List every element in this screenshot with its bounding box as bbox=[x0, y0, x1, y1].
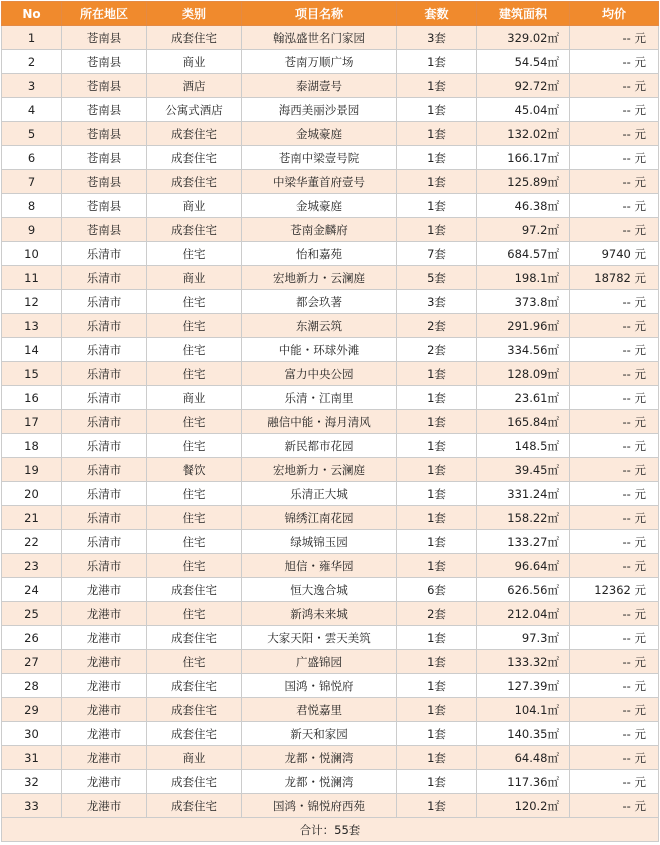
table-row bbox=[2, 602, 659, 626]
cell-no: 22 bbox=[2, 530, 62, 554]
cell-region: 乐清市 bbox=[62, 506, 147, 530]
cell-price: 12362 元 bbox=[570, 578, 659, 602]
cell-category: 餐饮 bbox=[147, 458, 242, 482]
cell-price: -- 元 bbox=[570, 554, 659, 578]
cell-no: 3 bbox=[2, 74, 62, 98]
cell-category: 住宅 bbox=[147, 650, 242, 674]
cell-region: 乐清市 bbox=[62, 482, 147, 506]
cell-region: 龙港市 bbox=[62, 770, 147, 794]
cell-price: 18782 元 bbox=[570, 266, 659, 290]
cell-price: -- 元 bbox=[570, 410, 659, 434]
cell-category: 成套住宅 bbox=[147, 626, 242, 650]
cell-category: 成套住宅 bbox=[147, 722, 242, 746]
cell-units: 1套 bbox=[397, 698, 477, 722]
cell-units: 1套 bbox=[397, 146, 477, 170]
table-row bbox=[2, 362, 659, 386]
cell-category: 住宅 bbox=[147, 242, 242, 266]
cell-area: 132.02㎡ bbox=[477, 122, 570, 146]
cell-project: 金城豪庭 bbox=[242, 122, 397, 146]
cell-price: -- 元 bbox=[570, 314, 659, 338]
cell-units: 1套 bbox=[397, 434, 477, 458]
header-row bbox=[2, 2, 659, 26]
table-row bbox=[2, 698, 659, 722]
cell-price: -- 元 bbox=[570, 722, 659, 746]
cell-project: 融信中能・海月清风 bbox=[242, 410, 397, 434]
cell-project: 苍南万顺广场 bbox=[242, 50, 397, 74]
cell-no: 10 bbox=[2, 242, 62, 266]
cell-units: 1套 bbox=[397, 74, 477, 98]
cell-category: 成套住宅 bbox=[147, 794, 242, 818]
cell-units: 6套 bbox=[397, 578, 477, 602]
table-body bbox=[2, 26, 659, 818]
cell-no: 15 bbox=[2, 362, 62, 386]
cell-region: 苍南县 bbox=[62, 194, 147, 218]
cell-no: 2 bbox=[2, 50, 62, 74]
header-no: No bbox=[2, 2, 62, 26]
table-row bbox=[2, 338, 659, 362]
table-row bbox=[2, 50, 659, 74]
cell-region: 苍南县 bbox=[62, 146, 147, 170]
cell-category: 住宅 bbox=[147, 434, 242, 458]
cell-no: 26 bbox=[2, 626, 62, 650]
cell-area: 97.2㎡ bbox=[477, 218, 570, 242]
cell-area: 291.96㎡ bbox=[477, 314, 570, 338]
cell-no: 18 bbox=[2, 434, 62, 458]
cell-project: 宏地新力・云澜庭 bbox=[242, 458, 397, 482]
cell-no: 33 bbox=[2, 794, 62, 818]
cell-category: 商业 bbox=[147, 50, 242, 74]
header-project: 项目名称 bbox=[242, 2, 397, 26]
cell-price: -- 元 bbox=[570, 506, 659, 530]
cell-category: 住宅 bbox=[147, 290, 242, 314]
table-row bbox=[2, 218, 659, 242]
cell-area: 46.38㎡ bbox=[477, 194, 570, 218]
cell-category: 成套住宅 bbox=[147, 698, 242, 722]
cell-no: 1 bbox=[2, 26, 62, 50]
cell-no: 32 bbox=[2, 770, 62, 794]
cell-price: -- 元 bbox=[570, 482, 659, 506]
cell-units: 1套 bbox=[397, 458, 477, 482]
cell-region: 龙港市 bbox=[62, 578, 147, 602]
cell-category: 住宅 bbox=[147, 482, 242, 506]
cell-price: -- 元 bbox=[570, 218, 659, 242]
cell-project: 苍南金麟府 bbox=[242, 218, 397, 242]
cell-area: 64.48㎡ bbox=[477, 746, 570, 770]
cell-category: 成套住宅 bbox=[147, 674, 242, 698]
cell-price: -- 元 bbox=[570, 434, 659, 458]
cell-no: 7 bbox=[2, 170, 62, 194]
cell-category: 公寓式酒店 bbox=[147, 98, 242, 122]
table-row bbox=[2, 314, 659, 338]
cell-category: 成套住宅 bbox=[147, 770, 242, 794]
cell-region: 乐清市 bbox=[62, 434, 147, 458]
cell-area: 125.89㎡ bbox=[477, 170, 570, 194]
cell-region: 乐清市 bbox=[62, 386, 147, 410]
cell-area: 133.27㎡ bbox=[477, 530, 570, 554]
cell-no: 16 bbox=[2, 386, 62, 410]
cell-no: 13 bbox=[2, 314, 62, 338]
cell-area: 373.8㎡ bbox=[477, 290, 570, 314]
cell-category: 商业 bbox=[147, 746, 242, 770]
cell-category: 商业 bbox=[147, 266, 242, 290]
cell-area: 127.39㎡ bbox=[477, 674, 570, 698]
cell-no: 27 bbox=[2, 650, 62, 674]
table-row bbox=[2, 530, 659, 554]
header-region: 所在地区 bbox=[62, 2, 147, 26]
cell-project: 金城豪庭 bbox=[242, 194, 397, 218]
cell-region: 乐清市 bbox=[62, 458, 147, 482]
table-row bbox=[2, 290, 659, 314]
cell-units: 1套 bbox=[397, 98, 477, 122]
cell-price: -- 元 bbox=[570, 74, 659, 98]
cell-units: 1套 bbox=[397, 650, 477, 674]
cell-category: 住宅 bbox=[147, 362, 242, 386]
cell-price: -- 元 bbox=[570, 146, 659, 170]
cell-region: 乐清市 bbox=[62, 362, 147, 386]
cell-units: 1套 bbox=[397, 386, 477, 410]
cell-category: 住宅 bbox=[147, 338, 242, 362]
cell-region: 乐清市 bbox=[62, 530, 147, 554]
cell-no: 20 bbox=[2, 482, 62, 506]
cell-price: -- 元 bbox=[570, 650, 659, 674]
cell-category: 成套住宅 bbox=[147, 170, 242, 194]
cell-region: 苍南县 bbox=[62, 26, 147, 50]
cell-area: 120.2㎡ bbox=[477, 794, 570, 818]
cell-price: -- 元 bbox=[570, 122, 659, 146]
cell-price: -- 元 bbox=[570, 290, 659, 314]
cell-area: 117.36㎡ bbox=[477, 770, 570, 794]
cell-area: 104.1㎡ bbox=[477, 698, 570, 722]
cell-region: 苍南县 bbox=[62, 74, 147, 98]
cell-units: 1套 bbox=[397, 50, 477, 74]
cell-project: 翰泓盛世名门家园 bbox=[242, 26, 397, 50]
cell-region: 龙港市 bbox=[62, 602, 147, 626]
header-category: 类别 bbox=[147, 2, 242, 26]
cell-category: 住宅 bbox=[147, 602, 242, 626]
cell-region: 乐清市 bbox=[62, 338, 147, 362]
cell-project: 新天和家园 bbox=[242, 722, 397, 746]
cell-units: 1套 bbox=[397, 506, 477, 530]
cell-area: 97.3㎡ bbox=[477, 626, 570, 650]
cell-price: -- 元 bbox=[570, 746, 659, 770]
table-row bbox=[2, 770, 659, 794]
cell-no: 5 bbox=[2, 122, 62, 146]
cell-area: 54.54㎡ bbox=[477, 50, 570, 74]
cell-price: -- 元 bbox=[570, 698, 659, 722]
table-header bbox=[2, 2, 659, 26]
cell-project: 都会玖著 bbox=[242, 290, 397, 314]
table-row bbox=[2, 482, 659, 506]
cell-area: 334.56㎡ bbox=[477, 338, 570, 362]
cell-region: 苍南县 bbox=[62, 218, 147, 242]
cell-region: 乐清市 bbox=[62, 242, 147, 266]
table-row bbox=[2, 266, 659, 290]
cell-category: 住宅 bbox=[147, 314, 242, 338]
cell-project: 旭信・雍华园 bbox=[242, 554, 397, 578]
cell-no: 31 bbox=[2, 746, 62, 770]
cell-project: 乐清正大城 bbox=[242, 482, 397, 506]
cell-region: 苍南县 bbox=[62, 122, 147, 146]
cell-price: -- 元 bbox=[570, 194, 659, 218]
cell-area: 626.56㎡ bbox=[477, 578, 570, 602]
cell-units: 3套 bbox=[397, 290, 477, 314]
cell-area: 133.32㎡ bbox=[477, 650, 570, 674]
cell-units: 1套 bbox=[397, 170, 477, 194]
cell-area: 329.02㎡ bbox=[477, 26, 570, 50]
cell-region: 苍南县 bbox=[62, 98, 147, 122]
cell-project: 龙都・悦澜湾 bbox=[242, 746, 397, 770]
cell-project: 中梁华董首府壹号 bbox=[242, 170, 397, 194]
cell-region: 乐清市 bbox=[62, 266, 147, 290]
cell-no: 29 bbox=[2, 698, 62, 722]
cell-units: 1套 bbox=[397, 722, 477, 746]
cell-project: 苍南中梁壹号院 bbox=[242, 146, 397, 170]
table-row bbox=[2, 506, 659, 530]
cell-units: 1套 bbox=[397, 674, 477, 698]
cell-category: 住宅 bbox=[147, 554, 242, 578]
table-row bbox=[2, 98, 659, 122]
header-area: 建筑面积 bbox=[477, 2, 570, 26]
table-row bbox=[2, 578, 659, 602]
cell-project: 绿城锦玉园 bbox=[242, 530, 397, 554]
cell-category: 成套住宅 bbox=[147, 26, 242, 50]
cell-price: -- 元 bbox=[570, 98, 659, 122]
cell-units: 1套 bbox=[397, 122, 477, 146]
cell-region: 龙港市 bbox=[62, 698, 147, 722]
cell-area: 158.22㎡ bbox=[477, 506, 570, 530]
cell-category: 成套住宅 bbox=[147, 218, 242, 242]
cell-region: 龙港市 bbox=[62, 794, 147, 818]
cell-area: 148.5㎡ bbox=[477, 434, 570, 458]
cell-project: 大家天阳・雲天美筑 bbox=[242, 626, 397, 650]
cell-no: 25 bbox=[2, 602, 62, 626]
cell-units: 1套 bbox=[397, 554, 477, 578]
cell-region: 苍南县 bbox=[62, 170, 147, 194]
cell-area: 331.24㎡ bbox=[477, 482, 570, 506]
cell-area: 96.64㎡ bbox=[477, 554, 570, 578]
cell-area: 23.61㎡ bbox=[477, 386, 570, 410]
cell-region: 龙港市 bbox=[62, 722, 147, 746]
cell-units: 1套 bbox=[397, 410, 477, 434]
cell-price: -- 元 bbox=[570, 338, 659, 362]
cell-no: 30 bbox=[2, 722, 62, 746]
cell-price: -- 元 bbox=[570, 458, 659, 482]
cell-category: 成套住宅 bbox=[147, 146, 242, 170]
cell-area: 212.04㎡ bbox=[477, 602, 570, 626]
cell-price: -- 元 bbox=[570, 386, 659, 410]
table-row bbox=[2, 434, 659, 458]
cell-units: 1套 bbox=[397, 746, 477, 770]
cell-region: 龙港市 bbox=[62, 626, 147, 650]
cell-category: 成套住宅 bbox=[147, 122, 242, 146]
cell-category: 商业 bbox=[147, 194, 242, 218]
cell-area: 45.04㎡ bbox=[477, 98, 570, 122]
cell-region: 乐清市 bbox=[62, 314, 147, 338]
cell-units: 1套 bbox=[397, 218, 477, 242]
cell-project: 宏地新力・云澜庭 bbox=[242, 266, 397, 290]
table-row bbox=[2, 746, 659, 770]
cell-project: 广盛锦园 bbox=[242, 650, 397, 674]
cell-region: 苍南县 bbox=[62, 50, 147, 74]
table-row bbox=[2, 410, 659, 434]
cell-no: 12 bbox=[2, 290, 62, 314]
listing-table bbox=[1, 1, 659, 842]
cell-units: 7套 bbox=[397, 242, 477, 266]
cell-region: 龙港市 bbox=[62, 746, 147, 770]
cell-project: 国鸿・锦悦府西苑 bbox=[242, 794, 397, 818]
cell-project: 泰湖壹号 bbox=[242, 74, 397, 98]
cell-price: -- 元 bbox=[570, 50, 659, 74]
cell-price: -- 元 bbox=[570, 170, 659, 194]
cell-region: 龙港市 bbox=[62, 674, 147, 698]
table-row bbox=[2, 794, 659, 818]
cell-area: 39.45㎡ bbox=[477, 458, 570, 482]
cell-area: 140.35㎡ bbox=[477, 722, 570, 746]
cell-price: -- 元 bbox=[570, 794, 659, 818]
table-row bbox=[2, 26, 659, 50]
cell-category: 成套住宅 bbox=[147, 578, 242, 602]
cell-units: 1套 bbox=[397, 482, 477, 506]
cell-no: 28 bbox=[2, 674, 62, 698]
table-row bbox=[2, 242, 659, 266]
cell-category: 住宅 bbox=[147, 530, 242, 554]
cell-project: 东潮云筑 bbox=[242, 314, 397, 338]
header-units: 套数 bbox=[397, 2, 477, 26]
table-row bbox=[2, 458, 659, 482]
total-row bbox=[2, 818, 659, 842]
table-row bbox=[2, 386, 659, 410]
cell-no: 11 bbox=[2, 266, 62, 290]
cell-project: 海西美丽沙景园 bbox=[242, 98, 397, 122]
cell-price: -- 元 bbox=[570, 26, 659, 50]
cell-no: 14 bbox=[2, 338, 62, 362]
cell-area: 684.57㎡ bbox=[477, 242, 570, 266]
cell-region: 乐清市 bbox=[62, 290, 147, 314]
cell-units: 5套 bbox=[397, 266, 477, 290]
cell-units: 1套 bbox=[397, 530, 477, 554]
cell-project: 新鸿未来城 bbox=[242, 602, 397, 626]
table-row bbox=[2, 650, 659, 674]
cell-area: 92.72㎡ bbox=[477, 74, 570, 98]
cell-units: 2套 bbox=[397, 602, 477, 626]
cell-project: 龙都・悦澜湾 bbox=[242, 770, 397, 794]
cell-price: -- 元 bbox=[570, 602, 659, 626]
total-cell: 合计：55套 bbox=[2, 818, 659, 842]
cell-area: 128.09㎡ bbox=[477, 362, 570, 386]
header-price: 均价 bbox=[570, 2, 659, 26]
cell-project: 怡和嘉苑 bbox=[242, 242, 397, 266]
cell-units: 1套 bbox=[397, 626, 477, 650]
cell-region: 乐清市 bbox=[62, 554, 147, 578]
cell-price: -- 元 bbox=[570, 362, 659, 386]
cell-no: 17 bbox=[2, 410, 62, 434]
cell-project: 中能・环球外滩 bbox=[242, 338, 397, 362]
cell-price: -- 元 bbox=[570, 674, 659, 698]
cell-price: -- 元 bbox=[570, 626, 659, 650]
cell-price: -- 元 bbox=[570, 530, 659, 554]
cell-area: 198.1㎡ bbox=[477, 266, 570, 290]
cell-project: 乐清・江南里 bbox=[242, 386, 397, 410]
cell-region: 乐清市 bbox=[62, 410, 147, 434]
cell-units: 1套 bbox=[397, 194, 477, 218]
cell-no: 21 bbox=[2, 506, 62, 530]
table-row bbox=[2, 674, 659, 698]
cell-units: 1套 bbox=[397, 770, 477, 794]
cell-no: 23 bbox=[2, 554, 62, 578]
table-row bbox=[2, 554, 659, 578]
cell-category: 酒店 bbox=[147, 74, 242, 98]
cell-units: 3套 bbox=[397, 26, 477, 50]
table-row bbox=[2, 170, 659, 194]
cell-units: 2套 bbox=[397, 314, 477, 338]
cell-project: 富力中央公园 bbox=[242, 362, 397, 386]
cell-units: 1套 bbox=[397, 362, 477, 386]
table-row bbox=[2, 74, 659, 98]
table-row bbox=[2, 722, 659, 746]
cell-no: 9 bbox=[2, 218, 62, 242]
cell-price: 9740 元 bbox=[570, 242, 659, 266]
cell-category: 住宅 bbox=[147, 410, 242, 434]
cell-no: 4 bbox=[2, 98, 62, 122]
cell-project: 新民都市花园 bbox=[242, 434, 397, 458]
cell-project: 国鸿・锦悦府 bbox=[242, 674, 397, 698]
cell-category: 住宅 bbox=[147, 506, 242, 530]
cell-no: 19 bbox=[2, 458, 62, 482]
cell-no: 6 bbox=[2, 146, 62, 170]
cell-no: 8 bbox=[2, 194, 62, 218]
cell-project: 锦绣江南花园 bbox=[242, 506, 397, 530]
cell-units: 1套 bbox=[397, 794, 477, 818]
table-row bbox=[2, 194, 659, 218]
cell-project: 君悦嘉里 bbox=[242, 698, 397, 722]
cell-units: 2套 bbox=[397, 338, 477, 362]
cell-area: 166.17㎡ bbox=[477, 146, 570, 170]
cell-category: 商业 bbox=[147, 386, 242, 410]
cell-area: 165.84㎡ bbox=[477, 410, 570, 434]
table-row bbox=[2, 146, 659, 170]
cell-no: 24 bbox=[2, 578, 62, 602]
cell-region: 龙港市 bbox=[62, 650, 147, 674]
cell-price: -- 元 bbox=[570, 770, 659, 794]
table-row bbox=[2, 122, 659, 146]
cell-project: 恒大逸合城 bbox=[242, 578, 397, 602]
table-row bbox=[2, 626, 659, 650]
